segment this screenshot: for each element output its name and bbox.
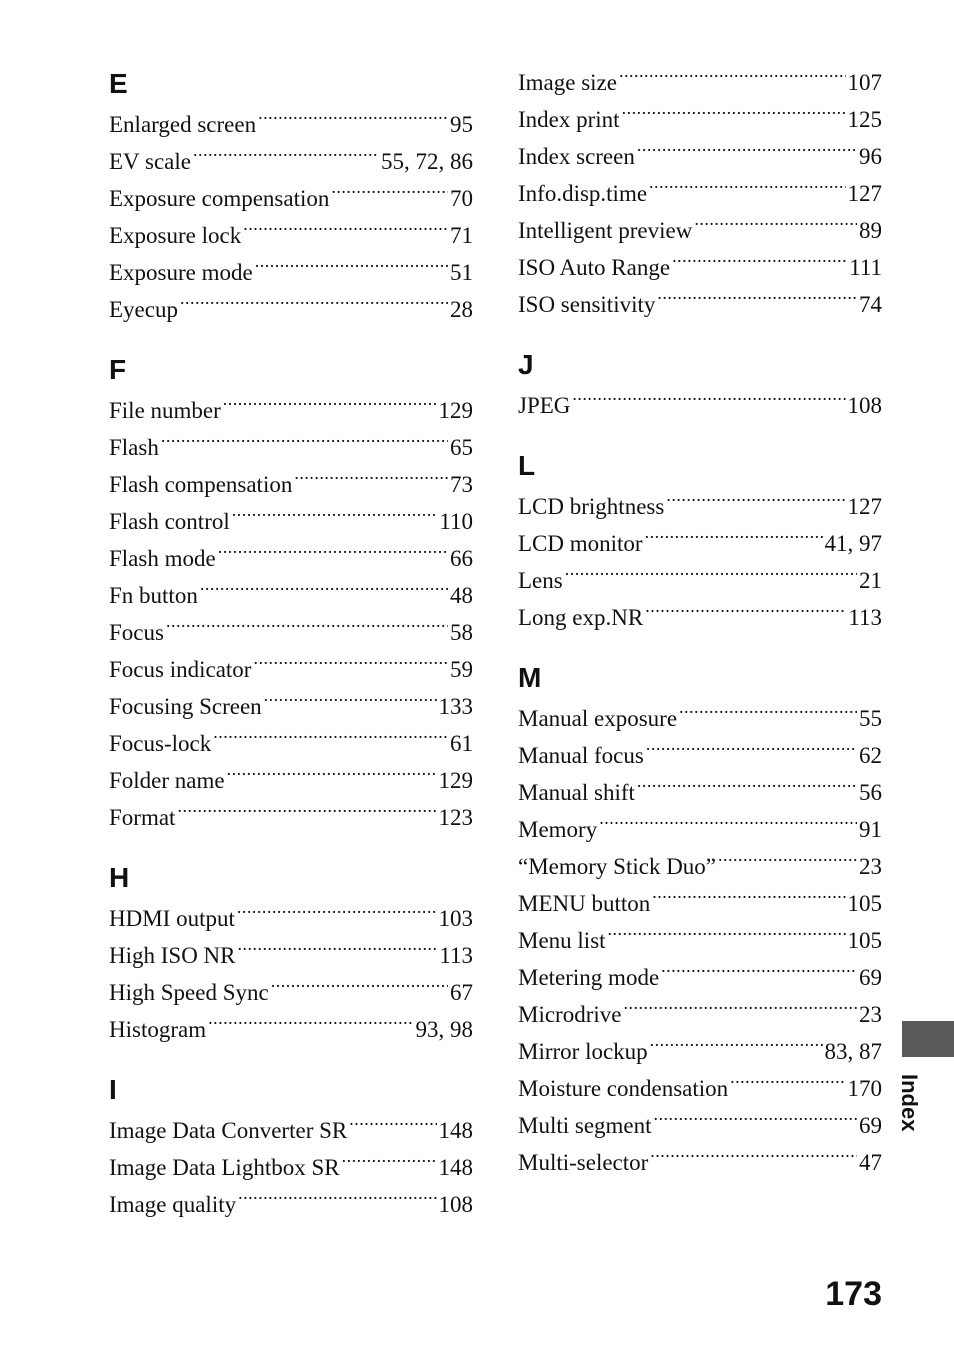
index-entry-pages: 83, 87 — [824, 1039, 882, 1064]
index-entry-term: Metering mode — [518, 965, 660, 990]
index-section — [518, 658, 882, 1181]
index-entry — [109, 937, 473, 974]
dot-leader — [200, 579, 448, 603]
index-entry-pages: 21 — [859, 568, 882, 593]
index-entry-term: LCD brightness — [518, 494, 665, 519]
dot-leader — [208, 1013, 413, 1037]
index-entry — [518, 922, 882, 959]
index-entry-pages: 89 — [859, 218, 882, 243]
index-section — [518, 345, 882, 424]
dot-leader — [572, 389, 845, 413]
index-entry-term: Flash — [109, 435, 159, 460]
dot-leader — [666, 490, 845, 514]
index-entry-pages: 55 — [859, 706, 882, 731]
index-entry-pages: 127 — [847, 181, 882, 206]
index-entry — [109, 291, 473, 328]
index-entry — [518, 175, 882, 212]
dot-leader — [623, 998, 857, 1022]
index-entry-term: High ISO NR — [109, 943, 236, 968]
index-entry-pages: 96 — [859, 144, 882, 169]
index-entry — [518, 525, 882, 562]
index-entry — [518, 599, 882, 636]
index-entry-pages: 23 — [859, 1002, 882, 1027]
section-letter-heading: E — [109, 68, 128, 99]
dot-leader — [227, 764, 437, 788]
index-entry-pages: 91 — [859, 817, 882, 842]
index-entry-pages: 113 — [848, 605, 882, 630]
dot-leader — [264, 690, 437, 714]
dot-leader — [349, 1114, 436, 1138]
index-entry-pages: 148 — [438, 1118, 473, 1143]
dot-leader — [619, 66, 846, 90]
index-entry — [518, 1144, 882, 1181]
section-tab-marker — [902, 1021, 954, 1057]
index-entry-term: Exposure compensation — [109, 186, 330, 211]
index-entry-pages: 107 — [847, 70, 882, 95]
index-entry — [109, 651, 473, 688]
index-entry-term: Moisture condensation — [518, 1076, 729, 1101]
index-entry-pages: 59 — [450, 657, 473, 682]
dot-leader — [193, 145, 379, 169]
index-entry — [518, 286, 882, 323]
index-entry-term: Format — [109, 805, 176, 830]
index-column-left — [109, 64, 473, 1245]
index-entry-term: EV scale — [109, 149, 191, 174]
section-tab-label: Index — [897, 1074, 922, 1132]
index-entry-pages: 71 — [450, 223, 473, 248]
index-entry-pages: 111 — [849, 255, 882, 280]
index-entry-term: Flash mode — [109, 546, 216, 571]
index-entry-term: Multi-selector — [518, 1150, 649, 1175]
dot-leader — [238, 939, 438, 963]
index-entry — [109, 254, 473, 291]
index-entry-term: Focus indicator — [109, 657, 252, 682]
dot-leader — [255, 256, 448, 280]
index-entry — [518, 212, 882, 249]
dot-leader — [223, 394, 437, 418]
index-entry-term: Enlarged screen — [109, 112, 257, 137]
index-entry-pages: 110 — [439, 509, 473, 534]
index-entry-term: Image size — [518, 70, 617, 95]
index-entry-pages: 148 — [438, 1155, 473, 1180]
index-entry — [109, 1112, 473, 1149]
dot-leader — [694, 214, 857, 238]
index-entry — [109, 540, 473, 577]
index-entry-pages: 129 — [438, 398, 473, 423]
index-entry-term: Intelligent preview — [518, 218, 693, 243]
dot-leader — [646, 739, 857, 763]
index-entry — [518, 562, 882, 599]
dot-leader — [294, 468, 448, 492]
index-entry — [109, 1011, 473, 1048]
index-entry-term: “Memory Stick Duo” — [518, 854, 717, 879]
index-entry-term: JPEG — [518, 393, 571, 418]
dot-leader — [331, 182, 448, 206]
index-entry-term: Exposure lock — [109, 223, 242, 248]
section-letter-heading: L — [518, 450, 536, 481]
dot-leader — [238, 1188, 436, 1212]
index-entry-term: ISO sensitivity — [518, 292, 656, 317]
index-entry — [518, 959, 882, 996]
index-entry — [518, 387, 882, 424]
dot-leader — [650, 1035, 823, 1059]
index-entry — [109, 725, 473, 762]
index-entry-pages: 133 — [438, 694, 473, 719]
index-entry — [109, 799, 473, 836]
index-entry-pages: 103 — [438, 906, 473, 931]
dot-leader — [645, 527, 823, 551]
index-entry — [518, 1107, 882, 1144]
index-entry-pages: 105 — [847, 891, 882, 916]
index-entry-term: Focus-lock — [109, 731, 212, 756]
index-section — [109, 858, 473, 1048]
dot-leader — [657, 288, 857, 312]
index-entry-term: Mirror lockup — [518, 1039, 648, 1064]
dot-leader — [599, 813, 857, 837]
index-entry-pages: 129 — [438, 768, 473, 793]
dot-leader — [237, 902, 437, 926]
index-entry — [109, 143, 473, 180]
dot-leader — [672, 251, 847, 275]
index-entry-term: Image Data Converter SR — [109, 1118, 348, 1143]
index-entry — [109, 180, 473, 217]
dot-leader — [718, 850, 857, 874]
index-entry — [109, 900, 473, 937]
dot-leader — [213, 727, 448, 751]
dot-leader — [271, 976, 448, 1000]
section-letter-heading: H — [109, 862, 130, 893]
index-entry-pages: 108 — [438, 1192, 473, 1217]
index-entry-pages: 105 — [847, 928, 882, 953]
index-entry-pages: 70 — [450, 186, 473, 211]
index-entry-pages: 73 — [450, 472, 473, 497]
index-section — [109, 350, 473, 836]
index-entry — [518, 249, 882, 286]
section-letter-heading: J — [518, 349, 534, 380]
index-entry — [518, 138, 882, 175]
index-entry-term: Eyecup — [109, 297, 178, 322]
index-entry-pages: 93, 98 — [415, 1017, 473, 1042]
index-entry-pages: 47 — [859, 1150, 882, 1175]
index-entry — [109, 503, 473, 540]
index-entry-term: Index print — [518, 107, 620, 132]
dot-leader — [253, 653, 448, 677]
index-entry — [109, 1149, 473, 1186]
dot-leader — [730, 1072, 845, 1096]
index-entry-term: ISO Auto Range — [518, 255, 671, 280]
index-entry — [518, 774, 882, 811]
index-entry-pages: 113 — [439, 943, 473, 968]
index-entry-term: Flash compensation — [109, 472, 293, 497]
index-entry-term: Long exp.NR — [518, 605, 644, 630]
index-entry — [518, 700, 882, 737]
index-entry — [109, 429, 473, 466]
index-entry — [109, 1186, 473, 1223]
index-entry — [518, 737, 882, 774]
index-entry — [518, 996, 882, 1033]
index-entry-pages: 123 — [438, 805, 473, 830]
index-entry-pages: 170 — [847, 1076, 882, 1101]
dot-leader — [622, 103, 846, 127]
index-entry — [109, 106, 473, 143]
index-entry-term: Microdrive — [518, 1002, 622, 1027]
dot-leader — [565, 564, 857, 588]
index-entry-term: Info.disp.time — [518, 181, 648, 206]
dot-leader — [218, 542, 448, 566]
dot-leader — [177, 801, 436, 825]
dot-leader — [258, 108, 448, 132]
index-entry-pages: 61 — [450, 731, 473, 756]
index-entry-term: Focus — [109, 620, 164, 645]
index-entry-term: HDMI output — [109, 906, 235, 931]
dot-leader — [180, 293, 448, 317]
index-column-right — [518, 64, 882, 1203]
index-section — [109, 64, 473, 328]
section-letter-heading: I — [109, 1074, 117, 1105]
index-entry-term: Memory — [518, 817, 598, 842]
index-entry-pages: 28 — [450, 297, 473, 322]
index-entry-term: Multi segment — [518, 1113, 652, 1138]
index-entry — [518, 488, 882, 525]
index-entry-pages: 55, 72, 86 — [381, 149, 473, 174]
index-entry — [518, 1033, 882, 1070]
index-entry-pages: 69 — [859, 1113, 882, 1138]
dot-leader — [637, 776, 857, 800]
dot-leader — [161, 431, 448, 455]
dot-leader — [679, 702, 857, 726]
index-entry-term: Menu list — [518, 928, 606, 953]
dot-leader — [661, 961, 857, 985]
dot-leader — [645, 601, 846, 625]
index-entry-pages: 74 — [859, 292, 882, 317]
index-entry-term: Histogram — [109, 1017, 207, 1042]
index-entry-term: Index screen — [518, 144, 635, 169]
index-entry-term: Manual exposure — [518, 706, 678, 731]
index-section — [518, 446, 882, 636]
index-entry-term: Image Data Lightbox SR — [109, 1155, 340, 1180]
index-entry-term: Flash control — [109, 509, 230, 534]
dot-leader — [637, 140, 857, 164]
index-entry-term: Manual shift — [518, 780, 635, 805]
index-section — [518, 64, 882, 323]
index-entry-pages: 108 — [847, 393, 882, 418]
dot-leader — [608, 924, 846, 948]
index-entry — [518, 1070, 882, 1107]
index-entry-pages: 51 — [450, 260, 473, 285]
dot-leader — [243, 219, 448, 243]
index-entry-pages: 62 — [859, 743, 882, 768]
index-entry — [109, 466, 473, 503]
dot-leader — [232, 505, 438, 529]
index-entry — [518, 885, 882, 922]
index-section — [109, 1070, 473, 1223]
index-entry-pages: 67 — [450, 980, 473, 1005]
index-entry — [109, 688, 473, 725]
index-entry-term: File number — [109, 398, 221, 423]
index-entry — [109, 392, 473, 429]
section-letter-heading: F — [109, 354, 127, 385]
index-entry-pages: 66 — [450, 546, 473, 571]
index-entry-term: LCD monitor — [518, 531, 643, 556]
index-entry-pages: 127 — [847, 494, 882, 519]
index-entry-pages: 69 — [859, 965, 882, 990]
section-letter-heading: M — [518, 662, 542, 693]
index-entry — [109, 577, 473, 614]
index-entry — [518, 101, 882, 138]
index-entry-term: Manual focus — [518, 743, 644, 768]
index-entry-term: Lens — [518, 568, 563, 593]
index-entry-term: Exposure mode — [109, 260, 253, 285]
index-entry-pages: 23 — [859, 854, 882, 879]
index-entry — [109, 974, 473, 1011]
dot-leader — [166, 616, 448, 640]
index-entry-term: Folder name — [109, 768, 225, 793]
dot-leader — [342, 1151, 437, 1175]
page-number: 173 — [825, 1275, 882, 1313]
index-entry-term: Fn button — [109, 583, 198, 608]
dot-leader — [650, 1146, 857, 1170]
dot-leader — [649, 177, 845, 201]
index-entry-term: Image quality — [109, 1192, 237, 1217]
index-entry-pages: 58 — [450, 620, 473, 645]
index-entry — [518, 64, 882, 101]
index-entry-pages: 65 — [450, 435, 473, 460]
index-entry-term: High Speed Sync — [109, 980, 269, 1005]
index-entry-term: Focusing Screen — [109, 694, 262, 719]
dot-leader — [654, 1109, 857, 1133]
index-entry-pages: 125 — [847, 107, 882, 132]
index-entry — [109, 217, 473, 254]
index-entry-term: MENU button — [518, 891, 651, 916]
index-entry — [518, 848, 882, 885]
index-entry-pages: 48 — [450, 583, 473, 608]
index-entry-pages: 41, 97 — [824, 531, 882, 556]
index-entry — [518, 811, 882, 848]
index-entry — [109, 614, 473, 651]
index-entry — [109, 762, 473, 799]
index-entry-pages: 56 — [859, 780, 882, 805]
dot-leader — [652, 887, 845, 911]
index-entry-pages: 95 — [450, 112, 473, 137]
